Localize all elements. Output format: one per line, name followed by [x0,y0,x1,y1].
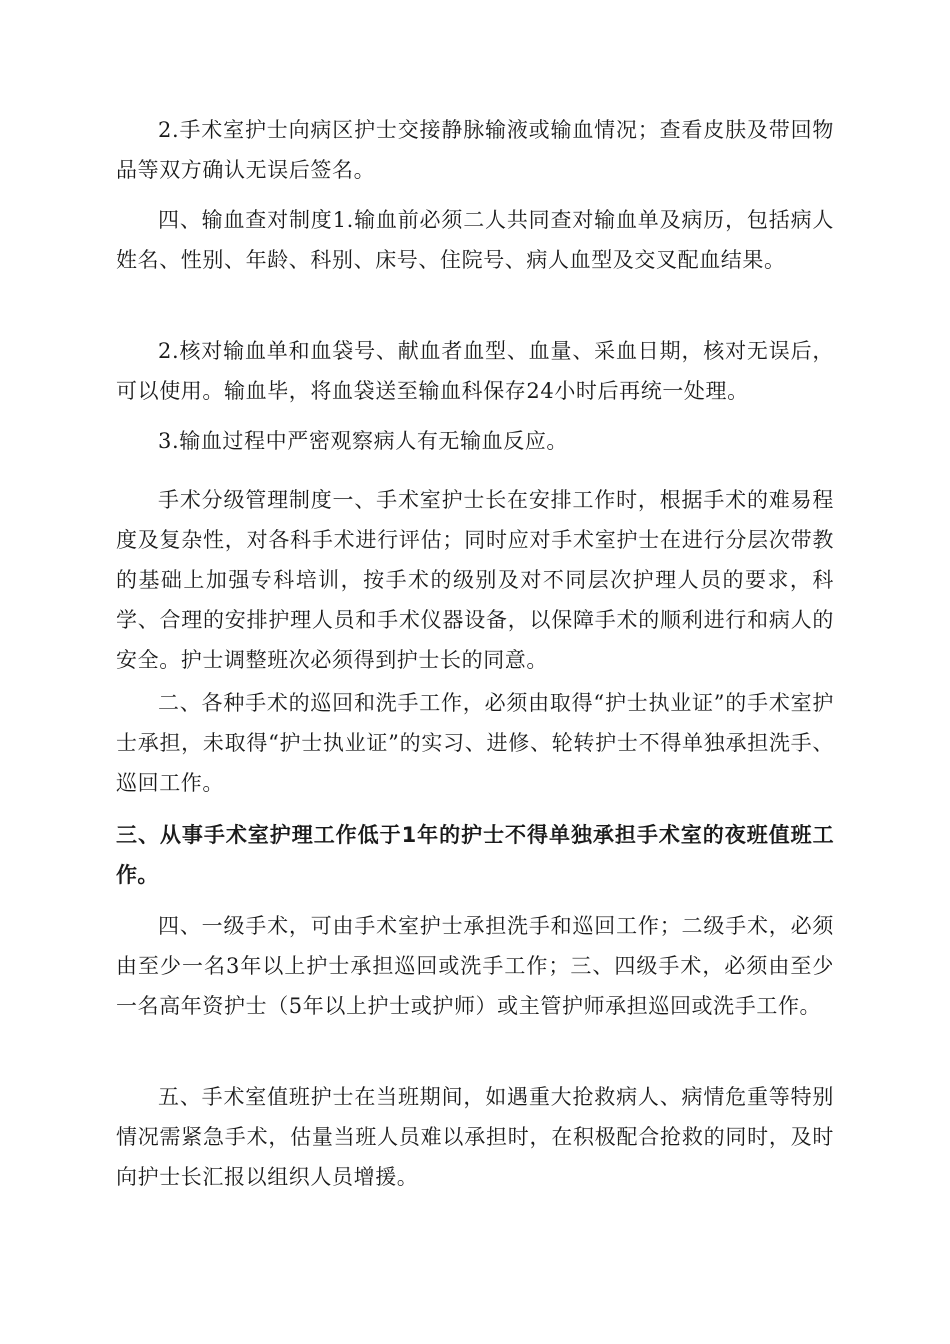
paragraph-surgery-grading-5: 五、手术室值班护士在当班期间，如遇重大抢救病人、病情危重等特别情况需紧急手术，估量当班人员难以承担时，在积极配合抢救的同时，及时向护士长汇报以组织人员增援。 [116,1085,834,1189]
paragraph-handover-signature: 2.手术室护士向病区护士交接静脉输液或输血情况；查看皮肤及带回物品等双方确认无误后签名。 [116,118,834,182]
paragraph-blood-check-rule-2: 2.核对输血单和血袋号、献血者血型、血量、采血日期，核对无误后，可以使用。输血毕，将血袋送至输血科保存24小时后再统一处理。 [116,339,834,403]
paragraph-surgery-grading-3-bold: 三、从事手术室护理工作低于1年的护士不得单独承担手术室的夜班值班工作。 [116,823,834,887]
paragraph-blood-check-rule-3: 3.输血过程中严密观察病人有无输血反应。 [158,429,569,453]
paragraph-surgery-grading-1: 手术分级管理制度一、手术室护士长在安排工作时，根据手术的难易程度及复杂性，对各科手术进行评估；同时应对手术室护士在进行分层次带教的基础上加强专科培训，按手术的级别及对不同层次护理人员的要求，科学、合理的安排护理人员和手术仪器设备，以保障手术的顺利进行和病人的安全。护士调整班次必须得到护士长的同意。 [116,488,834,672]
paragraph-blood-check-rule-1: 四、输血查对制度1.输血前必须二人共同查对输血单及病历，包括病人姓名、性别、年龄、科别、床号、住院号、病人血型及交叉配血结果。 [116,208,834,272]
paragraph-surgery-grading-4: 四、一级手术，可由手术室护士承担洗手和巡回工作；二级手术，必须由至少一名3年以上护士承担巡回或洗手工作；三、四级手术，必须由至少一名高年资护士（5年以上护士或护师）或主管护师承担巡回或洗手工作。 [116,914,834,1018]
paragraph-surgery-grading-2: 二、各种手术的巡回和洗手工作，必须由取得“护士执业证”的手术室护士承担，未取得“护士执业证”的实习、进修、轮转护士不得单独承担洗手、巡回工作。 [116,691,834,795]
